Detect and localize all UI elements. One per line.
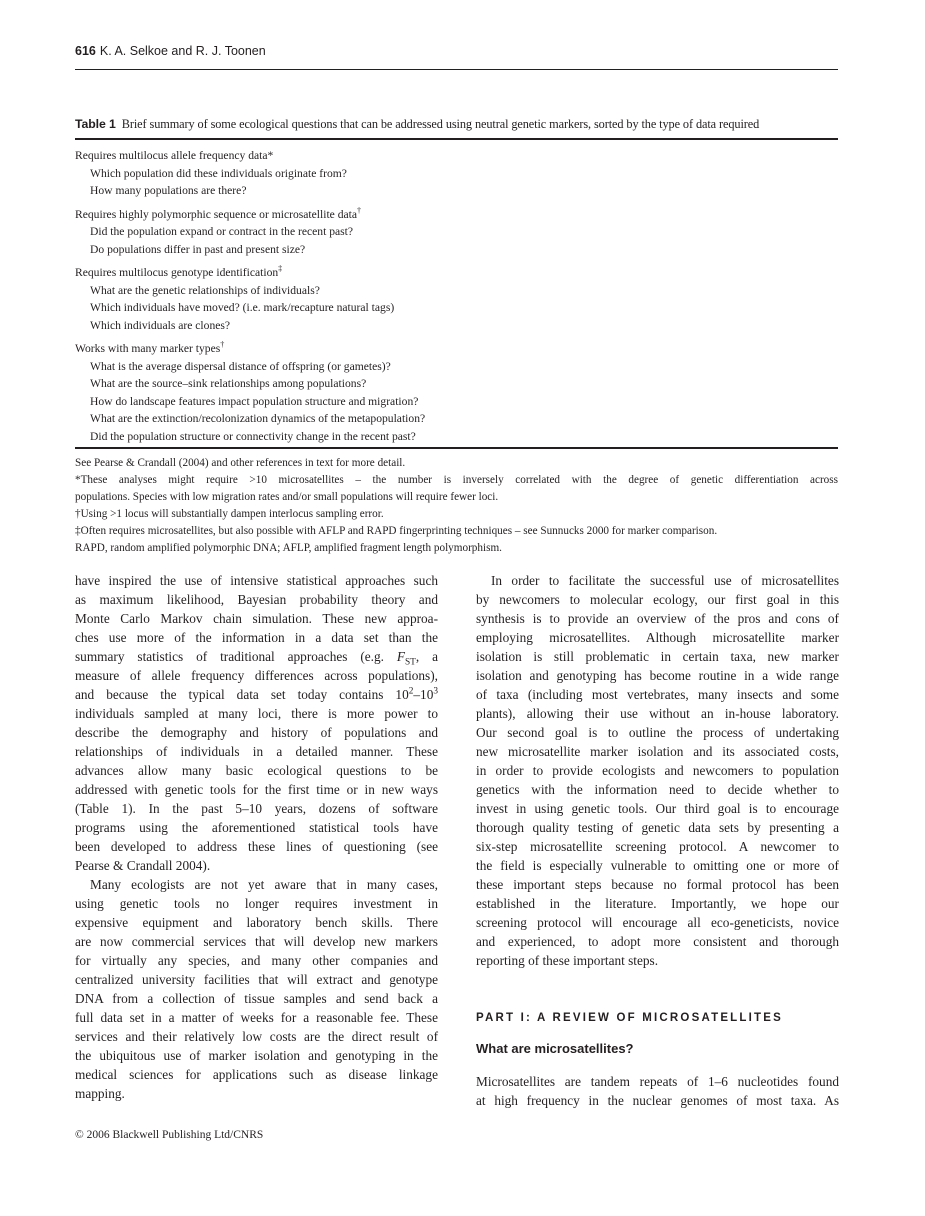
text-segment: DNA from a collection of tissue samples and send back a	[75, 991, 438, 1006]
table-top-rule	[75, 138, 838, 140]
text-line	[75, 761, 438, 780]
table-note: †Using >1 locus will substantially dampen interlocus sampling error.	[75, 508, 384, 520]
text-segment: thorough quality testing of genetic data sets by presenting a	[476, 820, 839, 835]
text-segment: (Table 1). In the past 5–10 years, dozens of software	[75, 801, 438, 816]
table-question: What are the genetic relationships of individuals?	[90, 283, 320, 297]
text-segment: established in the literature. Importantly, we hope our	[476, 896, 839, 911]
text-line	[75, 1008, 438, 1027]
text-line	[75, 704, 438, 723]
text-segment: have inspired the use of intensive statistical approaches such	[75, 573, 438, 588]
text-segment: as maximum likelihood, Bayesian probability theory and	[75, 592, 438, 607]
table-note: *These analyses might require >10 microsatellites – the number is inversely correlated with the degree of genetic differentiation across	[75, 474, 838, 486]
footnote-mark: †	[357, 205, 362, 215]
text-segment: new microsatellite marker isolation and its associated costs,	[476, 744, 839, 759]
text-segment: Our second goal is to outline the process of undertaking	[476, 725, 839, 740]
text-line	[75, 970, 438, 989]
text-line	[75, 932, 438, 951]
text-segment: at high frequency in the nuclear genomes of most taxa. As	[476, 1093, 839, 1108]
text-segment: the field is especially vulnerable to omitting one or more of	[476, 858, 839, 873]
text-line	[75, 799, 438, 818]
text-line	[476, 1072, 839, 1091]
text-segment: reporting of these important steps.	[476, 953, 659, 968]
left-column	[75, 571, 438, 1103]
table-note: See Pearse & Crandall (2004) and other references in text for more detail.	[75, 457, 406, 469]
text-segment: programs using the aforementioned statistical tools have	[75, 820, 438, 835]
text-segment: plants), allowing their use without an in-house laboratory.	[476, 706, 839, 721]
superscript: 3	[433, 686, 438, 697]
text-line	[75, 1084, 438, 1103]
text-line	[75, 647, 438, 666]
text-segment: for virtually any species, and many other companies and	[75, 953, 438, 968]
text-segment: employing microsatellites. Although microsatellite marker	[476, 630, 839, 645]
text-segment: synthesis is to provide an overview of the pros and cons of	[476, 611, 839, 626]
text-segment: screening protocol will encourage all eco-geneticists, novice	[476, 915, 839, 930]
text-line	[75, 951, 438, 970]
text-line	[75, 780, 438, 799]
table-note: populations. Species with low migration rates and/or small populations will require fewer loci.	[75, 491, 499, 503]
text-segment: medical sciences for applications such as disease linkage	[75, 1067, 438, 1082]
text-line	[476, 951, 839, 970]
text-line	[476, 628, 839, 647]
text-line	[476, 932, 839, 951]
text-segment: Monte Carlo Markov chain simulation. These new approa-	[75, 611, 438, 626]
section-heading: PART I: A REVIEW OF MICROSATELLITES	[476, 1012, 783, 1024]
table-question: Which individuals have moved? (i.e. mark/recapture natural tags)	[90, 301, 395, 314]
text-line	[476, 856, 839, 875]
table-label: Table 1	[75, 117, 116, 131]
text-segment: six-step microsatellite screening protocol. A newcomer to	[476, 839, 839, 854]
text-line	[75, 837, 438, 856]
text-segment: centralized university facilities that will extract and genotype	[75, 972, 438, 987]
text-segment: describe the demography and history of populations and	[75, 725, 438, 740]
table-question: What are the extinction/recolonization dynamics of the metapopulation?	[90, 412, 426, 425]
text-line	[75, 685, 438, 704]
table-question: Which population did these individuals originate from?	[90, 166, 347, 180]
text-segment: in order to provide ecologists and newcomers to population	[476, 763, 839, 778]
authors: K. A. Selkoe and R. J. Toonen	[99, 44, 266, 58]
text-line	[75, 1046, 438, 1065]
text-segment: , a	[415, 649, 438, 664]
table-note: RAPD, random amplified polymorphic DNA; AFLP, amplified fragment length polymorphism.	[75, 542, 502, 554]
text-segment: services and their relatively low costs are the direct result of	[75, 1029, 438, 1044]
text-segment: these important steps because no formal protocol has been	[476, 877, 839, 892]
running-head	[75, 44, 266, 58]
table-notes	[75, 455, 838, 557]
text-line	[75, 571, 438, 590]
text-segment: summary statistics of traditional approaches (e.g.	[75, 649, 397, 664]
text-line	[75, 590, 438, 609]
text-line	[476, 685, 839, 704]
text-segment: Many ecologists are not yet aware that in many cases,	[90, 877, 438, 892]
text-line	[75, 1027, 438, 1046]
text-segment: full data set in a matter of weeks for a reasonable fee. These	[75, 1010, 438, 1025]
text-segment: measure of allele frequency differences across populations),	[75, 668, 438, 683]
text-line	[75, 818, 438, 837]
text-segment: individuals sampled at many loci, there is more power to	[75, 706, 438, 721]
text-segment: –10	[413, 687, 434, 702]
text-segment: isolation is still problematic in certain taxa, new marker	[476, 649, 839, 664]
text-line	[476, 742, 839, 761]
text-segment: relationships of individuals in a detailed manner. These	[75, 744, 438, 759]
table-group-heading	[75, 264, 838, 282]
text-segment: by newcomers to molecular ecology, our first goal in this	[476, 592, 839, 607]
text-line	[476, 590, 839, 609]
table-group	[75, 264, 838, 334]
footnote-mark: ‡	[278, 264, 283, 274]
table-group-heading	[75, 206, 838, 224]
text-line	[75, 875, 438, 894]
table-body	[75, 147, 838, 451]
text-segment: isolation and genotyping has become routine in a wide range	[476, 668, 839, 683]
table-group	[75, 147, 838, 200]
text-segment: F	[396, 649, 405, 664]
text-line	[75, 1065, 438, 1084]
text-segment: In order to facilitate the successful use of microsatellites	[491, 573, 839, 588]
table-caption-text: Brief summary of some ecological questions that can be addressed using neutral genetic markers, sorted by the type of data required	[121, 117, 760, 131]
superscript: 2	[408, 686, 414, 697]
text-segment: genetics with the information need to decide whether to	[476, 782, 839, 797]
text-segment: the ubiquitous use of marker isolation and genotyping in the	[75, 1048, 438, 1063]
table-bottom-rule	[75, 447, 838, 449]
text-segment: of taxa (including most vertebrates, many insects and some	[476, 687, 839, 702]
text-segment: expensive equipment and laboratory bench skills. There	[75, 915, 438, 930]
text-segment: ches use more of the information in a data set than the	[75, 630, 438, 645]
group-heading-text: Requires highly polymorphic sequence or microsatellite data	[75, 207, 358, 221]
table-question: What is the average dispersal distance of offspring (or gametes)?	[90, 359, 391, 373]
text-segment: addressed with genetic tools for the first time or in new ways	[75, 782, 438, 797]
table-group-heading	[75, 147, 838, 165]
text-segment: and because the typical data set today contains 10	[75, 687, 409, 702]
table-note: ‡Often requires microsatellites, but also possible with AFLP and RAPD fingerprinting techniques – see Sunnucks 2000 for marker comparison.	[75, 525, 718, 537]
table-question: Do populations differ in past and present size?	[90, 242, 306, 256]
text-line	[476, 1091, 839, 1110]
text-line	[75, 628, 438, 647]
text-segment: are now commercial services that will develop new markers	[75, 934, 438, 949]
text-line	[476, 609, 839, 628]
text-line	[75, 856, 438, 875]
subscript: ST	[405, 657, 416, 668]
group-heading-text: Works with many marker types	[75, 342, 221, 355]
table-question: Did the population expand or contract in the recent past?	[90, 225, 354, 238]
text-line	[476, 837, 839, 856]
table-question: Which individuals are clones?	[90, 318, 231, 332]
table-caption	[75, 117, 759, 132]
text-line	[476, 875, 839, 894]
table-question: Did the population structure or connectivity change in the recent past?	[90, 429, 416, 443]
table-group	[75, 206, 838, 259]
page-number: 616	[75, 44, 96, 58]
header-rule	[75, 69, 838, 70]
table-question: How do landscape features impact population structure and migration?	[90, 394, 419, 408]
text-segment: Pearse & Crandall 2004).	[75, 858, 211, 873]
subsection-heading: What are microsatellites?	[476, 1041, 634, 1056]
text-segment: invest in using genetic tools. Our third goal is to encourage	[476, 801, 839, 816]
text-line	[75, 666, 438, 685]
table-group	[75, 340, 838, 445]
right-column	[476, 571, 839, 970]
text-segment: been developed to address these lines of questioning (see	[75, 839, 438, 854]
group-heading-text: Requires multilocus genotype identification	[75, 266, 279, 279]
text-line	[476, 780, 839, 799]
group-heading-text: Requires multilocus allele frequency data*	[75, 149, 274, 162]
copyright-footer: © 2006 Blackwell Publishing Ltd/CNRS	[75, 1129, 264, 1141]
right-column-continued	[476, 1072, 839, 1110]
text-line	[476, 704, 839, 723]
text-segment: Microsatellites are tandem repeats of 1–6 nucleotides found	[476, 1074, 839, 1089]
text-line	[476, 761, 839, 780]
text-segment: and experienced, to adopt more consistent and thorough	[476, 934, 839, 949]
table-question: What are the source–sink relationships among populations?	[90, 377, 367, 390]
text-line	[75, 913, 438, 932]
text-line	[75, 894, 438, 913]
table-group-heading	[75, 340, 838, 358]
text-line	[75, 989, 438, 1008]
text-line	[476, 571, 839, 590]
text-line	[476, 723, 839, 742]
text-segment: advances allow many basic ecological questions to be	[75, 763, 438, 778]
text-line	[476, 818, 839, 837]
text-line	[476, 799, 839, 818]
footnote-mark: †	[220, 340, 225, 350]
text-line	[476, 647, 839, 666]
text-line	[476, 913, 839, 932]
text-line	[476, 666, 839, 685]
text-line	[75, 609, 438, 628]
text-segment: mapping.	[75, 1086, 125, 1101]
text-line	[476, 894, 839, 913]
text-line	[75, 723, 438, 742]
text-line	[75, 742, 438, 761]
text-segment: using genetic tools no longer requires investment in	[75, 896, 438, 911]
table-question: How many populations are there?	[90, 184, 247, 197]
